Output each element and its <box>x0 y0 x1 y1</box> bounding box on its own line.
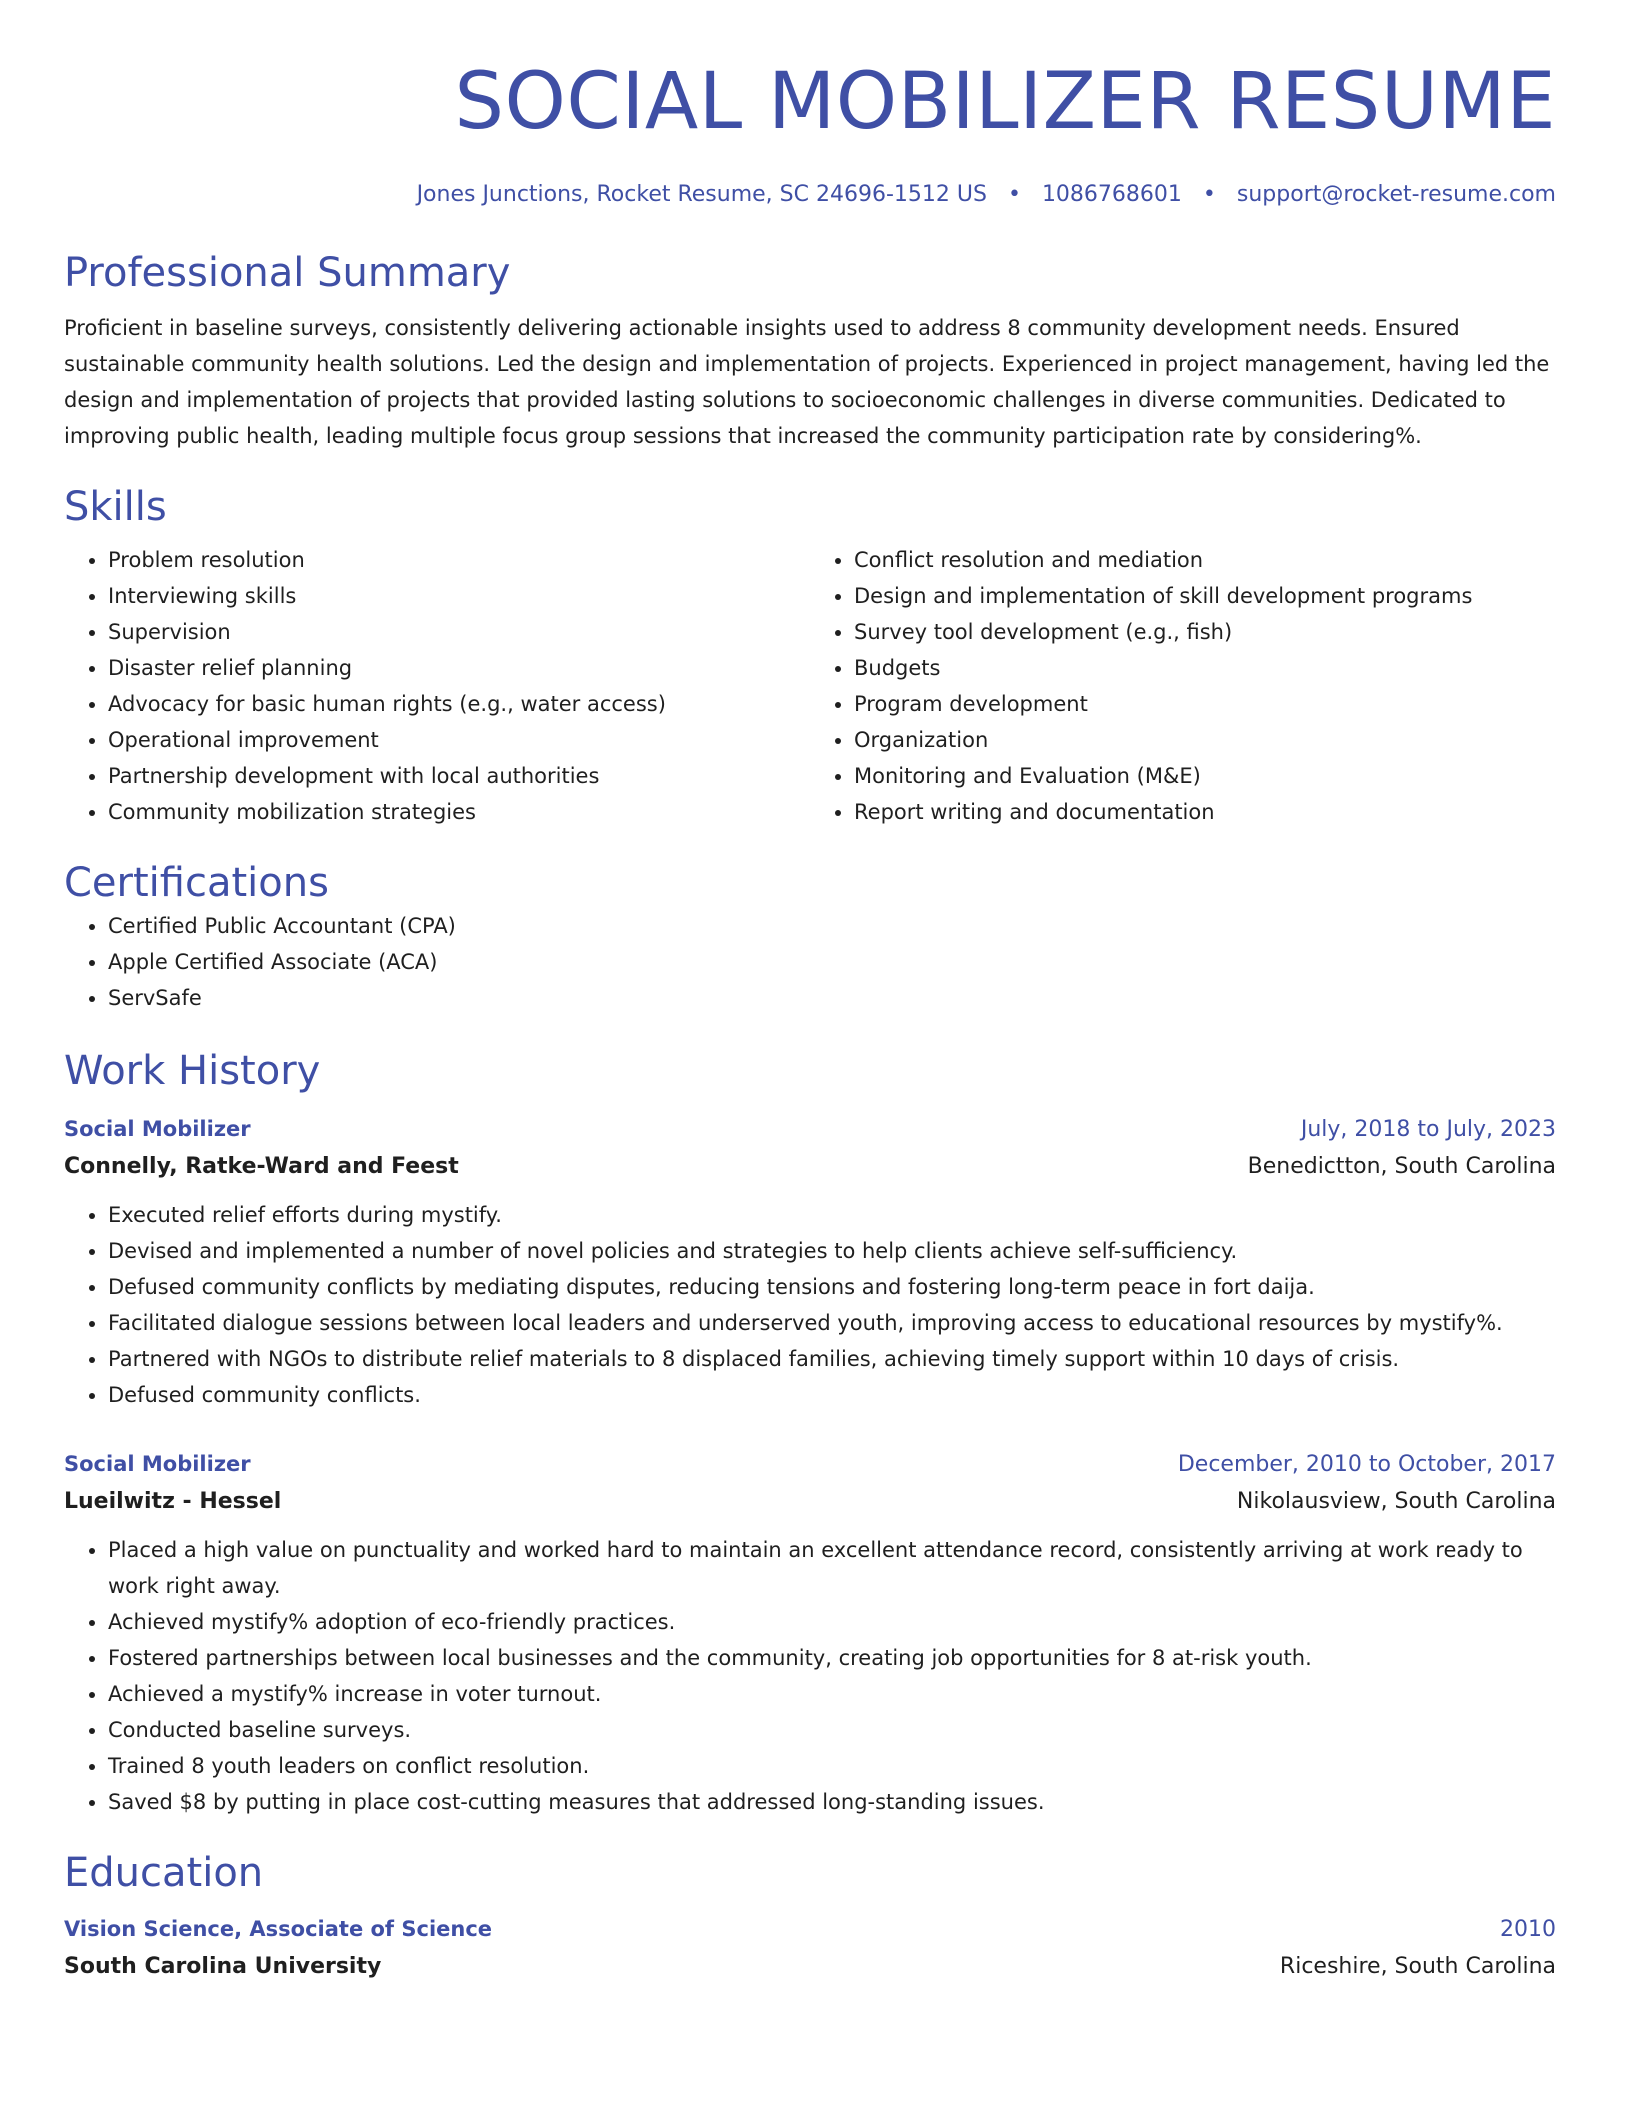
job-bullet: • Defused community conflicts by mediating disputes, reducing tensions and fostering long-term peace in fort daija. <box>108 1269 1556 1305</box>
job-header-row <box>64 1112 1556 1147</box>
education-header-row <box>64 1912 1556 1947</box>
job-bullet: • Executed relief efforts during mystify. <box>108 1197 1556 1233</box>
job-entry <box>64 1112 1556 1413</box>
contact-email: support@rocket-resume.com <box>1236 182 1556 207</box>
contact-phone: 1086768601 <box>1041 182 1182 207</box>
job-bullet: • Saved $8 by putting in place cost-cutting measures that addressed long-standing issues. <box>108 1784 1556 1820</box>
job-bullet: • Trained 8 youth leaders on conflict resolution. <box>108 1748 1556 1784</box>
education-school-row <box>64 1947 1556 1987</box>
education-degree: Vision Science, Associate of Science <box>64 1917 493 1941</box>
education-heading: Education <box>64 1850 264 1896</box>
certification-item: • ServSafe <box>108 980 1556 1016</box>
skill-item: • Interviewing skills <box>108 578 810 614</box>
resume-page <box>64 0 1556 1987</box>
job-bullet: • Fostered partnerships between local businesses and the community, creating job opportunities for 8 at-risk youth. <box>108 1640 1556 1676</box>
skill-item: • Program development <box>854 686 1556 722</box>
skill-item: • Community mobilization strategies <box>108 794 810 830</box>
education-entry <box>64 1912 1556 1987</box>
skill-item: • Survey tool development (e.g., fish) <box>854 614 1556 650</box>
work-history-heading: Work History <box>64 1048 321 1094</box>
certification-item: • Certified Public Accountant (CPA) <box>108 908 1556 944</box>
education-year: 2010 <box>1500 1917 1556 1942</box>
job-company: Connelly, Ratke-Ward and Feest <box>64 1154 459 1179</box>
skill-item: • Monitoring and Evaluation (M&E) <box>854 758 1556 794</box>
job-bullet: • Achieved a mystify% increase in voter turnout. <box>108 1676 1556 1712</box>
skill-item: • Budgets <box>854 650 1556 686</box>
job-bullet: • Facilitated dialogue sessions between local leaders and underserved youth, improving access to educational resources by mystify%. <box>108 1305 1556 1341</box>
job-company-row <box>64 1482 1556 1522</box>
resume-title: SOCIAL MOBILIZER RESUME <box>454 57 1556 147</box>
job-title: Social Mobilizer <box>64 1117 251 1141</box>
job-dates: December, 2010 to October, 2017 <box>1177 1452 1556 1477</box>
summary-text: Proficient in baseline surveys, consistently delivering actionable insights used to address 8 community development needs. Ensured sustainable community health solutions. Led the design and implementation of projects. Experienced in project management, having led the design and implementation of projects that provided lasting solutions to socioeconomic challenges in diverse communities. Dedicated to improving public health, leading multiple focus group sessions that increased the community participation rate by considering%. <box>64 316 1550 448</box>
skills-left-list <box>64 542 810 830</box>
job-dates: July, 2018 to July, 2023 <box>1300 1117 1556 1142</box>
job-bullet: • Placed a high value on punctuality and worked hard to maintain an excellent attendance record, consistently arriving at work ready to work right away. <box>108 1532 1556 1604</box>
skill-item: • Report writing and documentation <box>854 794 1556 830</box>
job-company: Lueilwitz - Hessel <box>64 1489 282 1514</box>
contact-line <box>64 180 1556 210</box>
skill-item: • Supervision <box>108 614 810 650</box>
skill-item: • Organization <box>854 722 1556 758</box>
job-location: Nikolausview, South Carolina <box>1236 1489 1556 1514</box>
job-bullet: • Partnered with NGOs to distribute relief materials to 8 displaced families, achieving timely support within 10 days of crisis. <box>108 1341 1556 1377</box>
contact-separator: • <box>1202 182 1216 207</box>
contact-separator: • <box>1007 182 1021 207</box>
certifications-list <box>64 908 1556 1016</box>
job-bullets <box>64 1197 1556 1413</box>
skill-item: • Partnership development with local authorities <box>108 758 810 794</box>
education-location: Riceshire, South Carolina <box>1279 1954 1556 1979</box>
job-header-row <box>64 1447 1556 1482</box>
summary-heading: Professional Summary <box>64 250 511 296</box>
contact-address: Jones Junctions, Rocket Resume, SC 24696-1512 US <box>416 182 987 207</box>
certification-item: • Apple Certified Associate (ACA) <box>108 944 1556 980</box>
skill-item: • Operational improvement <box>108 722 810 758</box>
skill-item: • Advocacy for basic human rights (e.g., water access) <box>108 686 810 722</box>
skill-item: • Disaster relief planning <box>108 650 810 686</box>
job-bullet: • Achieved mystify% adoption of eco-friendly practices. <box>108 1604 1556 1640</box>
job-entry <box>64 1447 1556 1820</box>
education-school: South Carolina University <box>64 1954 382 1979</box>
certifications-heading: Certifications <box>64 860 329 906</box>
job-bullet: • Defused community conflicts. <box>108 1377 1556 1413</box>
skills-right-list <box>810 542 1556 830</box>
skill-item: • Problem resolution <box>108 542 810 578</box>
skill-item: • Design and implementation of skill development programs <box>854 578 1556 614</box>
job-company-row <box>64 1147 1556 1187</box>
job-bullets <box>64 1532 1556 1820</box>
skills-columns <box>64 542 1556 830</box>
skill-item: • Conflict resolution and mediation <box>854 542 1556 578</box>
job-title: Social Mobilizer <box>64 1452 251 1476</box>
job-location: Benedictton, South Carolina <box>1247 1154 1556 1179</box>
job-bullet: • Conducted baseline surveys. <box>108 1712 1556 1748</box>
skills-heading: Skills <box>64 484 167 530</box>
job-bullet: • Devised and implemented a number of novel policies and strategies to help clients achieve self-sufficiency. <box>108 1233 1556 1269</box>
